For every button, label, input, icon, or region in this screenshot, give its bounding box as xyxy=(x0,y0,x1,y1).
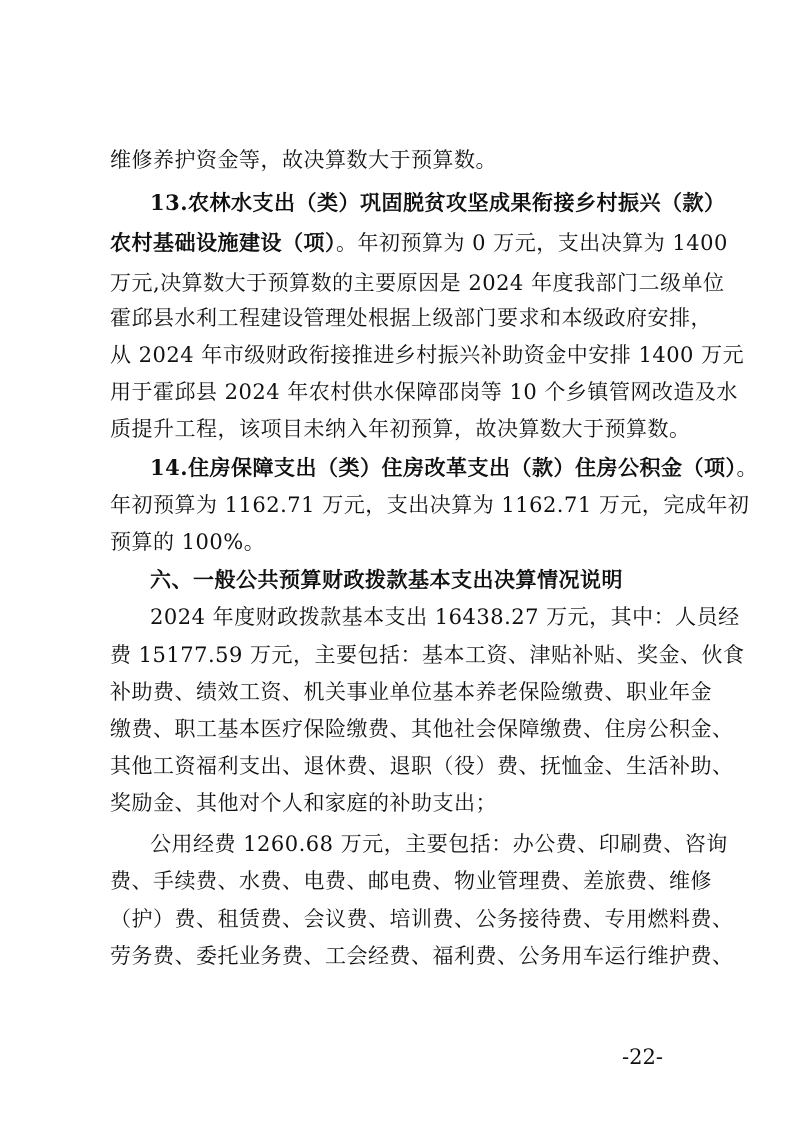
paragraph-line: 从 2024 年市级财政衔接推进乡村振兴补助资金中安排 1400 万元 xyxy=(110,343,745,367)
paragraph-line: 万元,决算数大于预算数的主要原因是 2024 年度我部门二级单位 xyxy=(110,271,725,295)
item-13-title-end: 农村基础设施建设（项） xyxy=(110,230,336,255)
item-14-title-line xyxy=(150,453,759,483)
item-13-title-line: 13.农林水支出（类）巩固脱贫攻坚成果衔接乡村振兴（款） xyxy=(150,190,726,215)
paragraph-line: 用于霍邱县 2024 年农村供水保障邵岗等 10 个乡镇管网改造及水 xyxy=(110,380,738,404)
section-heading: 六、一般公共预算财政拨款基本支出决算情况说明 xyxy=(150,568,623,592)
paragraph-line: 维修养护资金等，故决算数大于预算数。 xyxy=(110,148,497,172)
item-13-text: 。年初预算为 0 万元，支出决算为 1400 xyxy=(336,231,728,255)
paragraph-line: 劳务费、委托业务费、工会经费、福利费、公务用车运行维护费、 xyxy=(110,944,734,968)
paragraph-line: 奖励金、其他对个人和家庭的补助支出； xyxy=(110,791,497,815)
paragraph-line: 费 15177.59 万元，主要包括：基本工资、津贴补贴、奖金、伙食 xyxy=(110,643,745,667)
paragraph-line: 公用经费 1260.68 万元，主要包括：办公费、印刷费、咨询 xyxy=(150,832,728,856)
paragraph-line: 费、手续费、水费、电费、邮电费、物业管理费、差旅费、维修 xyxy=(110,869,712,893)
paragraph-line: 年初预算为 1162.71 万元，支出决算为 1162.71 万元，完成年初 xyxy=(110,493,750,517)
page-number: -22- xyxy=(622,1045,663,1069)
paragraph-line: 补助费、绩效工资、机关事业单位基本养老保险缴费、职业年金 xyxy=(110,680,712,704)
item-14-title-period: 。 xyxy=(736,456,759,480)
paragraph-line: 2024 年度财政拨款基本支出 16438.27 万元，其中：人员经 xyxy=(150,605,740,629)
paragraph-line: （护）费、租赁费、会议费、培训费、公务接待费、专用燃料费、 xyxy=(110,907,734,931)
paragraph-line: 缴费、职工基本医疗保险缴费、其他社会保障缴费、住房公积金、 xyxy=(110,717,734,741)
paragraph-line: 预算的 100%。 xyxy=(110,530,266,554)
paragraph-line: 霍邱县水利工程建设管理处根据上级部门要求和本级政府安排， xyxy=(110,306,712,330)
paragraph-line: 质提升工程，该项目未纳入年初预算，故决算数大于预算数。 xyxy=(110,417,691,441)
paragraph-line: 其他工资福利支出、退休费、退职（役）费、抚恤金、生活补助、 xyxy=(110,754,734,778)
item-14-title: 14.住房保障支出（类）住房改革支出（款）住房公积金（项） xyxy=(150,455,737,480)
item-13-title-line-2 xyxy=(110,228,728,258)
